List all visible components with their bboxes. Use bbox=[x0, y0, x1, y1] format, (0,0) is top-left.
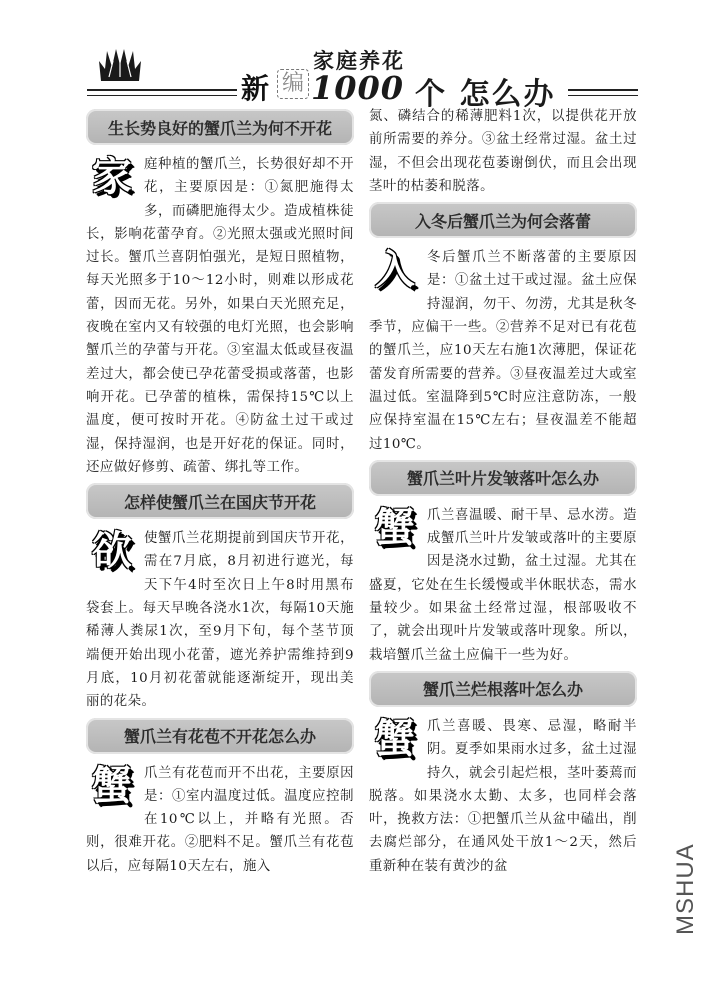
article-section bbox=[369, 202, 637, 456]
section-heading: 蟹爪兰烂根落叶怎么办 bbox=[369, 671, 637, 707]
section-heading: 蟹爪兰叶片发皱落叶怎么办 bbox=[369, 460, 637, 496]
section-body: 蟹 爪兰喜温暖、耐干旱、忌水涝。造成蟹爪兰叶片发皱或落叶的主要原因是浇水过勤，盆土过湿。尤其在盛夏，它处在生长缓慢或半休眠状态，需水量较少。如果盆土经常过湿，根部吸收不了，就会出现叶片发皱或落叶现象。所以，栽培蟹爪兰盆土应偏干一些为好。 bbox=[369, 504, 637, 663]
article-section bbox=[369, 460, 637, 667]
dropcap: 入 bbox=[374, 247, 416, 294]
article-section bbox=[86, 718, 354, 878]
dropcap: 欲 bbox=[91, 528, 133, 575]
section-body: 蟹 爪兰有花苞而开不出花，主要原因是：①室内温度过低。温度应控制在10℃以上，并略有光照。否则，很难开花。②肥料不足。蟹爪兰有花苞以后，应每隔10天左右，施入 bbox=[86, 762, 354, 874]
page-header bbox=[85, 45, 640, 112]
section-heading: 生长势良好的蟹爪兰为何不开花 bbox=[86, 109, 354, 145]
right-column bbox=[369, 105, 637, 878]
continuation-text: 氮、磷结合的稀薄肥料1次，以提供花开放前所需要的养分。③盆土经常过湿。盆土过湿，不但会出现花苞萎谢倒伏，而且会出现茎叶的枯萎和脱落。 bbox=[369, 109, 637, 194]
section-body: 家 庭种植的蟹爪兰，长势很好却不开花，主要原因是：①氮肥施得太多，而磷肥施得太少。造成植株徒长，影响花蕾孕育。②光照太强或光照时间过长。蟹爪兰喜阴怕强光，是短日照植物，每天光照多于10～12小时，则难以形成花蕾，因而无花。另外，如果白天光照充足，夜晚在室内又有较强的电灯光照，也会影响蟹爪兰的孕蕾与开花。③室温太低或昼夜温差过大，都会使已孕花蕾受损或落蕾，也影响开花。已孕蕾的植株，需保持15℃以上温度，便可按时开花。④防盆土过干或过湿，保持湿润，也是开好花的保证。同时，还应做好修剪、疏蕾、绑扎等工作。 bbox=[86, 154, 354, 475]
section-heading: 入冬后蟹爪兰为何会落蕾 bbox=[369, 202, 637, 238]
article-section bbox=[369, 671, 637, 878]
title-rest: 个 怎么办 bbox=[415, 77, 556, 112]
article-section bbox=[86, 109, 354, 479]
title-prefix: 新 bbox=[241, 72, 270, 105]
title-top: 家庭养花 bbox=[313, 48, 405, 73]
header-rule-left bbox=[87, 89, 237, 96]
title-prefix-outline: 编 bbox=[277, 69, 309, 99]
dropcap: 蟹 bbox=[374, 715, 416, 762]
watermark: MSHUA bbox=[672, 843, 699, 935]
section-body: 欲 使蟹爪兰花期提前到国庆节开花，需在7月底，8月初进行遮光，每天下午4时至次日上午8时用黑布袋套上。每天早晚各浇水1次，每隔10天施稀薄人粪尿1次，至9月下旬，每个茎节顶端便开始出现小花蕾，遮光养护需维持到9月底，10月初花蕾就能逐渐绽开，现出美丽的花朵。 bbox=[86, 528, 354, 710]
section-heading: 蟹爪兰有花苞不开花怎么办 bbox=[86, 718, 354, 754]
dropcap: 蟹 bbox=[91, 762, 133, 809]
section-body: 入 冬后蟹爪兰不断落蕾的主要原因是：①盆土过干或过湿。盆土应保持湿润，勿干、勿涝，尤其是秋冬季节，应偏干一些。②营养不足对已有花苞的蟹爪兰，应10天左右施1次薄肥，保证花蕾发育所需要的营养。③昼夜温差过大或室温过低。室温降到5℃时应注意防冻，一般应保持室温在15℃左右；昼夜温差不能超过10℃。 bbox=[369, 247, 637, 452]
left-column bbox=[86, 105, 354, 878]
article-section bbox=[86, 483, 354, 713]
title-number: 1000 bbox=[311, 69, 405, 107]
flower-logo-icon bbox=[97, 47, 143, 83]
dropcap: 家 bbox=[91, 154, 133, 200]
section-heading: 怎样使蟹爪兰在国庆节开花 bbox=[86, 483, 354, 519]
header-rule-right bbox=[568, 89, 638, 96]
dropcap: 蟹 bbox=[374, 504, 416, 551]
section-body: 蟹 爪兰喜暖、畏寒、忌湿，略耐半阴。夏季如果雨水过多，盆土过湿持久，就会引起烂根，茎叶萎蔫而脱落。如果浇水太勤、太多，也同样会落叶，挽救方法：①把蟹爪兰从盆中磕出，削去腐烂部分，在通风处干放1～2天，然后重新种在装有黄沙的盆 bbox=[369, 715, 637, 874]
